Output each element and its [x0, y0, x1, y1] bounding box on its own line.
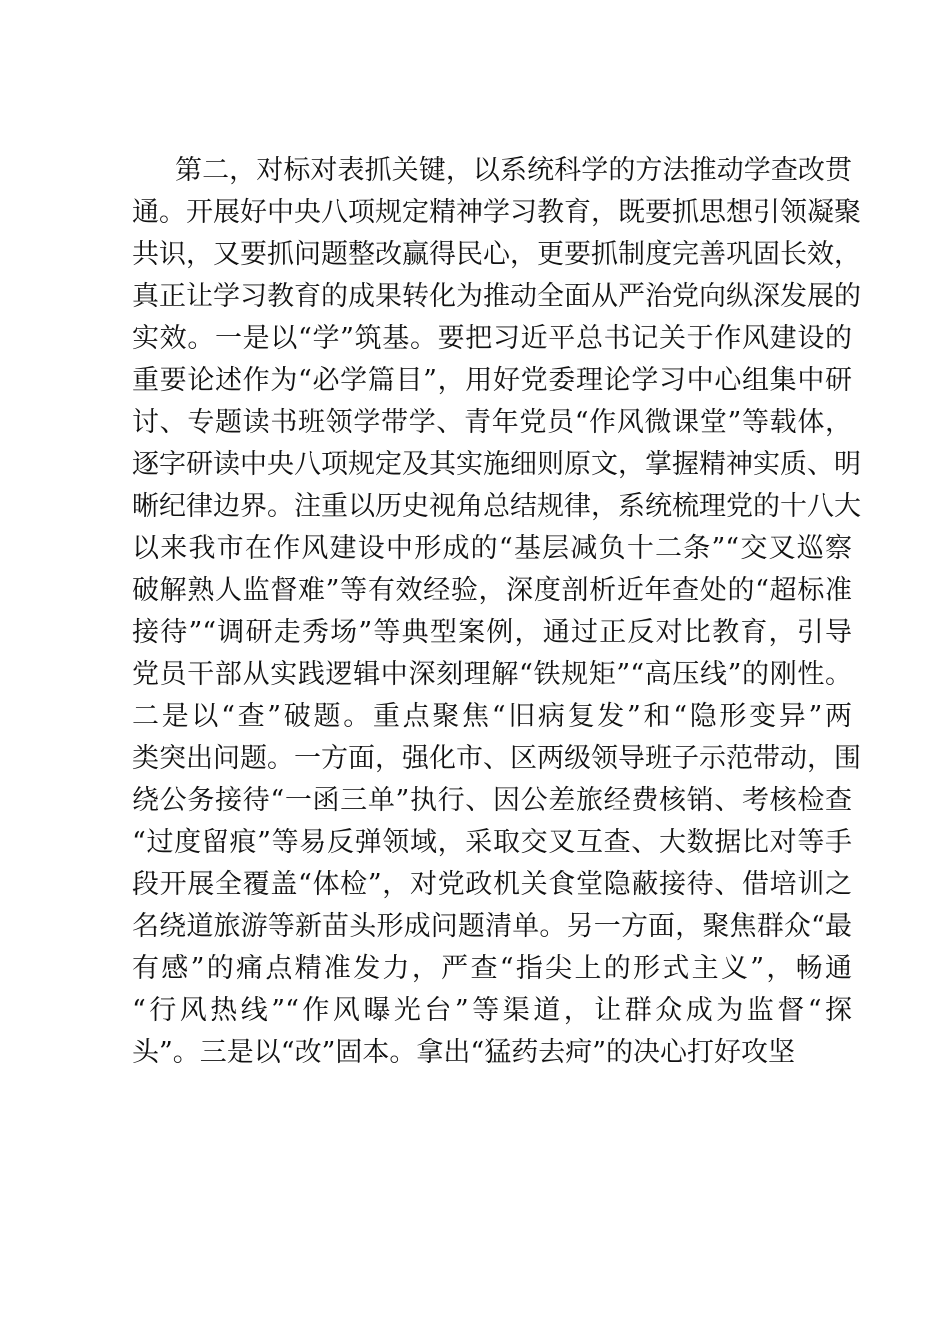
paragraph-line: 晰纪律边界。注重以历史视角总结规律，系统梳理党的十八大	[132, 491, 861, 522]
paragraph-line: 第二，对标对表抓关键，以系统科学的方法推动学查改贯	[175, 155, 852, 186]
paragraph-line: 段开展全覆盖“体检”，对党政机关食堂隐蔽接待、借培训之	[132, 869, 852, 900]
paragraph-line: 逐字研读中央八项规定及其实施细则原文，掌握精神实质、明	[132, 449, 861, 480]
paragraph-line: 头”。三是以“改”固本。拿出“猛药去疴”的决心打好攻坚	[132, 1037, 796, 1068]
paragraph-line: 讨、专题读书班领学带学、青年党员“作风微课堂”等载体，	[132, 407, 852, 438]
paragraph-line: “行风热线”“作风曝光台”等渠道，让群众成为监督“探	[132, 995, 852, 1026]
body-paragraph	[132, 150, 861, 1074]
paragraph-line: 绕公务接待“一函三单”执行、因公差旅经费核销、考核检查	[132, 785, 852, 816]
paragraph-line: 有感”的痛点精准发力，严查“指尖上的形式主义”，畅通	[132, 953, 852, 984]
paragraph-line: 共识，又要抓问题整改赢得民心，更要抓制度完善巩固长效，	[132, 239, 861, 270]
paragraph-line: 类突出问题。一方面，强化市、区两级领导班子示范带动，围	[132, 743, 861, 774]
paragraph-line: 真正让学习教育的成果转化为推动全面从严治党向纵深发展的	[132, 281, 861, 312]
paragraph-line: 实效。一是以“学”筑基。要把习近平总书记关于作风建设的	[132, 323, 852, 354]
paragraph-line: 通。开展好中央八项规定精神学习教育，既要抓思想引领凝聚	[132, 197, 861, 228]
paragraph-line: 党员干部从实践逻辑中深刻理解“铁规矩”“高压线”的刚性。	[132, 659, 852, 690]
paragraph-line: 名绕道旅游等新苗头形成问题清单。另一方面，聚焦群众“最	[132, 911, 852, 942]
paragraph-line: 以来我市在作风建设中形成的“基层减负十二条”“交叉巡察	[132, 533, 852, 564]
paragraph-line: “过度留痕”等易反弹领域，采取交叉互查、大数据比对等手	[132, 827, 852, 858]
paragraph-line: 破解熟人监督难”等有效经验，深度剖析近年查处的“超标准	[132, 575, 852, 606]
paragraph-line: 二是以“查”破题。重点聚焦“旧病复发”和“隐形变异”两	[132, 701, 852, 732]
paragraph-line: 接待”“调研走秀场”等典型案例，通过正反对比教育，引导	[132, 617, 852, 648]
paragraph-line: 重要论述作为“必学篇目”，用好党委理论学习中心组集中研	[132, 365, 852, 396]
